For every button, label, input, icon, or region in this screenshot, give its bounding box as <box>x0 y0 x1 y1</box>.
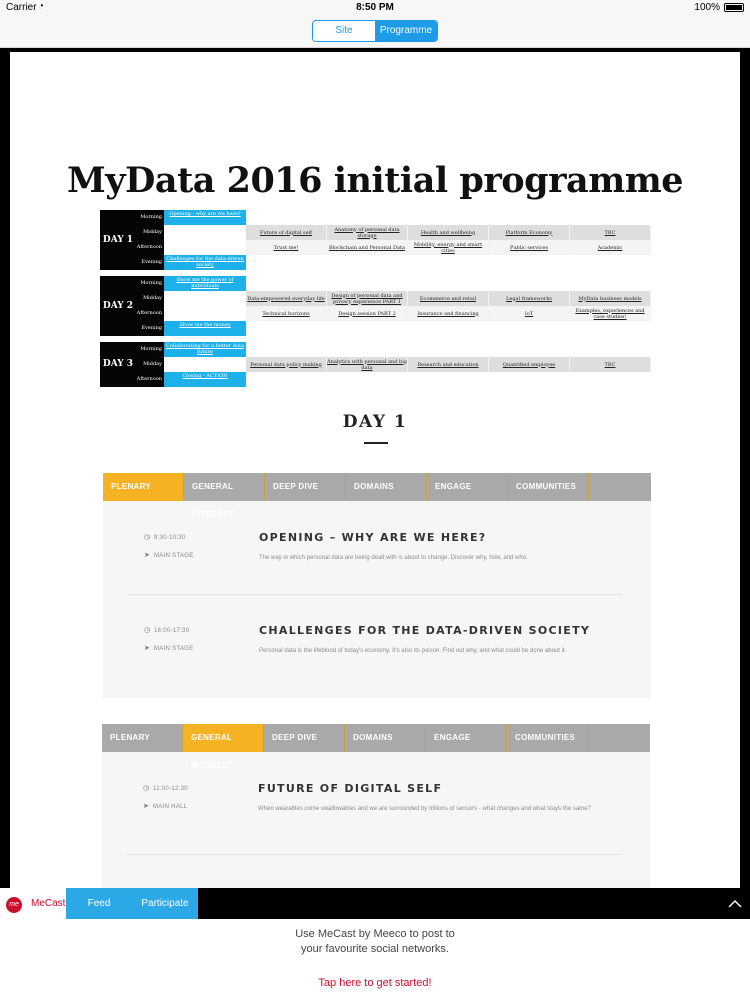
status-time: 8:50 PM <box>356 2 394 13</box>
tab-engage[interactable]: ENGAGE <box>426 724 507 752</box>
slot-label: Midday <box>136 291 164 306</box>
page-title: MyData 2016 initial programme <box>66 160 684 201</box>
session-cell[interactable]: Insurance and financing <box>408 306 489 321</box>
session-cell[interactable]: Personal data policy making <box>246 357 327 372</box>
slot-label: Morning <box>136 342 164 357</box>
session-cell[interactable]: Legal frameworks <box>489 291 570 306</box>
session-cell[interactable]: Technical horizons <box>246 306 327 321</box>
session-location: ➤ MAIN STAGE <box>144 552 194 559</box>
session-cell[interactable]: Quantified employee <box>489 357 570 372</box>
session-cell[interactable]: Design of personal data and privacy experience PART 1 <box>327 291 408 306</box>
tab-plenary[interactable]: PLENARY <box>102 724 183 752</box>
day-label: DAY 3 <box>100 342 136 387</box>
session-cell[interactable]: TBC <box>570 225 651 240</box>
session-cell[interactable]: Health and wellbeing <box>408 225 489 240</box>
plenary-cell[interactable]: Show me the money <box>164 321 246 336</box>
day-label: DAY 2 <box>100 276 136 336</box>
mecast-promo <box>0 919 750 1000</box>
grid-row <box>136 225 655 240</box>
mecast-logo[interactable] <box>0 888 66 919</box>
session-description: Personal data is the lifeblood of today's economy. It's also its poison. Find out why, and what could be done about it. <box>259 648 567 654</box>
tab-engage[interactable]: ENGAGE <box>427 473 508 501</box>
session-cell[interactable]: TBC <box>570 357 651 372</box>
session-time: ◷ 16:00-17:30 <box>144 627 190 634</box>
session-time: ◷ 9:30-10:30 <box>144 534 186 541</box>
nav-bar <box>0 16 750 48</box>
plenary-cell[interactable]: Show me the power of individuals <box>164 276 246 291</box>
slot-label: Morning <box>136 276 164 291</box>
tab-plenary[interactable]: PLENARY <box>103 473 184 501</box>
session-title[interactable]: FUTURE OF DIGITAL SELF <box>258 782 443 795</box>
plenary-cell[interactable]: Challenges for the data-driven society <box>164 255 246 270</box>
session-cell[interactable]: Data-empowered everyday life <box>246 291 327 306</box>
grid-row <box>136 291 655 306</box>
grid-row <box>136 372 655 387</box>
battery-percent: 100% <box>694 2 720 13</box>
slot-label: Morning <box>136 210 164 225</box>
plenary-cell[interactable]: Closing - ACTION <box>164 372 246 387</box>
tab-deep-dive[interactable]: DEEP DIVE <box>264 724 345 752</box>
session-title[interactable]: CHALLENGES FOR THE DATA-DRIVEN SOCIETY <box>259 624 591 637</box>
mecast-name: MeCast <box>31 898 66 909</box>
feed-tab[interactable]: Feed <box>87 898 111 909</box>
clock-icon: ◷ <box>144 627 151 634</box>
session-description: When wearables come swallowables and we are surrounded by trillions of sensors - what changes and what stays the same? <box>258 806 591 812</box>
tab-general-interest[interactable]: GENERAL INTEREST <box>183 724 264 752</box>
day-block <box>100 342 655 387</box>
tab-domains[interactable]: DOMAINS <box>345 724 426 752</box>
tab-communities[interactable]: COMMUNITIES <box>508 473 589 501</box>
location-arrow-icon: ➤ <box>144 552 151 559</box>
track-tabs <box>102 724 650 770</box>
wifi-icon: ◔ <box>38 1 45 12</box>
tab-deep-dive[interactable]: DEEP DIVE <box>265 473 346 501</box>
heading-divider <box>364 442 388 444</box>
promo-line-2: your favourite social networks. <box>301 943 449 955</box>
session-cell[interactable]: Public services <box>489 240 570 255</box>
session-cell[interactable]: Future of digital self <box>246 225 327 240</box>
session-cell[interactable]: MyData business models <box>570 291 651 306</box>
session-title[interactable]: OPENING – WHY ARE WE HERE? <box>259 531 487 544</box>
grid-row <box>136 342 655 357</box>
location-arrow-icon: ➤ <box>144 645 151 652</box>
session-location: ➤ MAIN STAGE <box>144 645 194 652</box>
session-cell[interactable]: Platform Economy <box>489 225 570 240</box>
participate-tab[interactable]: Participate <box>141 898 189 909</box>
session-cell[interactable]: Research and education <box>408 357 489 372</box>
clock-icon: ◷ <box>144 534 151 541</box>
session-cell[interactable]: Academic <box>570 240 651 255</box>
session-cell[interactable]: Anatomy of personal data storage <box>327 225 408 240</box>
slot-label: Afternoon <box>136 240 164 255</box>
day-block <box>100 210 655 270</box>
sessions-box-general-interest <box>102 724 650 888</box>
slot-label: Afternoon <box>136 306 164 321</box>
segment-site[interactable]: Site <box>313 21 375 41</box>
session-cell[interactable]: Trust me! <box>246 240 327 255</box>
location-arrow-icon: ➤ <box>143 803 150 810</box>
web-frame <box>0 48 750 888</box>
day-label: DAY 1 <box>100 210 136 270</box>
session-cell[interactable]: Analytics with personal and big data <box>327 358 408 371</box>
grid-row <box>136 357 655 372</box>
slot-label: Midday <box>136 225 164 240</box>
session-cell[interactable]: Examples, experiences and case studies! <box>570 306 651 321</box>
day-heading: DAY 1 <box>342 412 408 432</box>
session-cell[interactable]: Mobility, energy and smart cities <box>408 240 489 255</box>
plenary-cell[interactable]: Opening - why are we here? <box>164 210 246 225</box>
status-bar <box>0 0 750 16</box>
divider <box>128 594 623 595</box>
session-cell[interactable]: Design session PART 2 <box>327 306 408 321</box>
slot-label: Afternoon <box>136 372 164 387</box>
mecast-badge-icon: me <box>6 897 22 913</box>
grid-row <box>136 255 655 270</box>
mecast-tabs <box>66 888 198 919</box>
get-started-link[interactable]: Tap here to get started! <box>318 977 432 989</box>
web-content[interactable] <box>10 52 740 888</box>
session-cell[interactable]: IoT <box>489 306 570 321</box>
grid-row <box>136 210 655 225</box>
session-location: ➤ MAIN HALL <box>143 803 188 810</box>
day-block <box>100 276 655 336</box>
grid-row <box>136 306 655 321</box>
mecast-bar <box>0 888 750 919</box>
promo-line-1: Use MeCast by Meeco to post to <box>295 928 455 940</box>
slot-label: Evening <box>136 255 164 270</box>
divider <box>127 854 622 855</box>
tab-general-interest[interactable]: GENERAL INTEREST <box>184 473 265 501</box>
battery-icon <box>724 3 744 12</box>
plenary-cell[interactable]: Collaborating for a better data future <box>164 342 246 357</box>
chevron-up-icon[interactable] <box>728 897 742 911</box>
track-tabs <box>103 473 651 519</box>
tab-domains[interactable]: DOMAINS <box>346 473 427 501</box>
session-time: ◷ 11:00-12:30 <box>143 785 188 792</box>
sessions-box-plenary <box>103 473 651 698</box>
grid-row <box>136 276 655 291</box>
grid-row <box>136 240 655 255</box>
carrier-label: Carrier <box>6 2 37 13</box>
segment-programme[interactable]: Programme <box>375 21 437 41</box>
slot-label: Evening <box>136 321 164 336</box>
segmented-control <box>312 20 438 42</box>
slot-label: Midday <box>136 357 164 372</box>
session-cell[interactable]: Ecommerce and retail <box>408 291 489 306</box>
clock-icon: ◷ <box>143 785 150 792</box>
session-description: The way in which personal data are being dealt with is about to change. Discover why, how, and who. <box>259 555 528 561</box>
grid-row <box>136 321 655 336</box>
tab-communities[interactable]: COMMUNITIES <box>507 724 588 752</box>
session-cell[interactable]: Blockchain and Personal Data <box>327 240 408 255</box>
